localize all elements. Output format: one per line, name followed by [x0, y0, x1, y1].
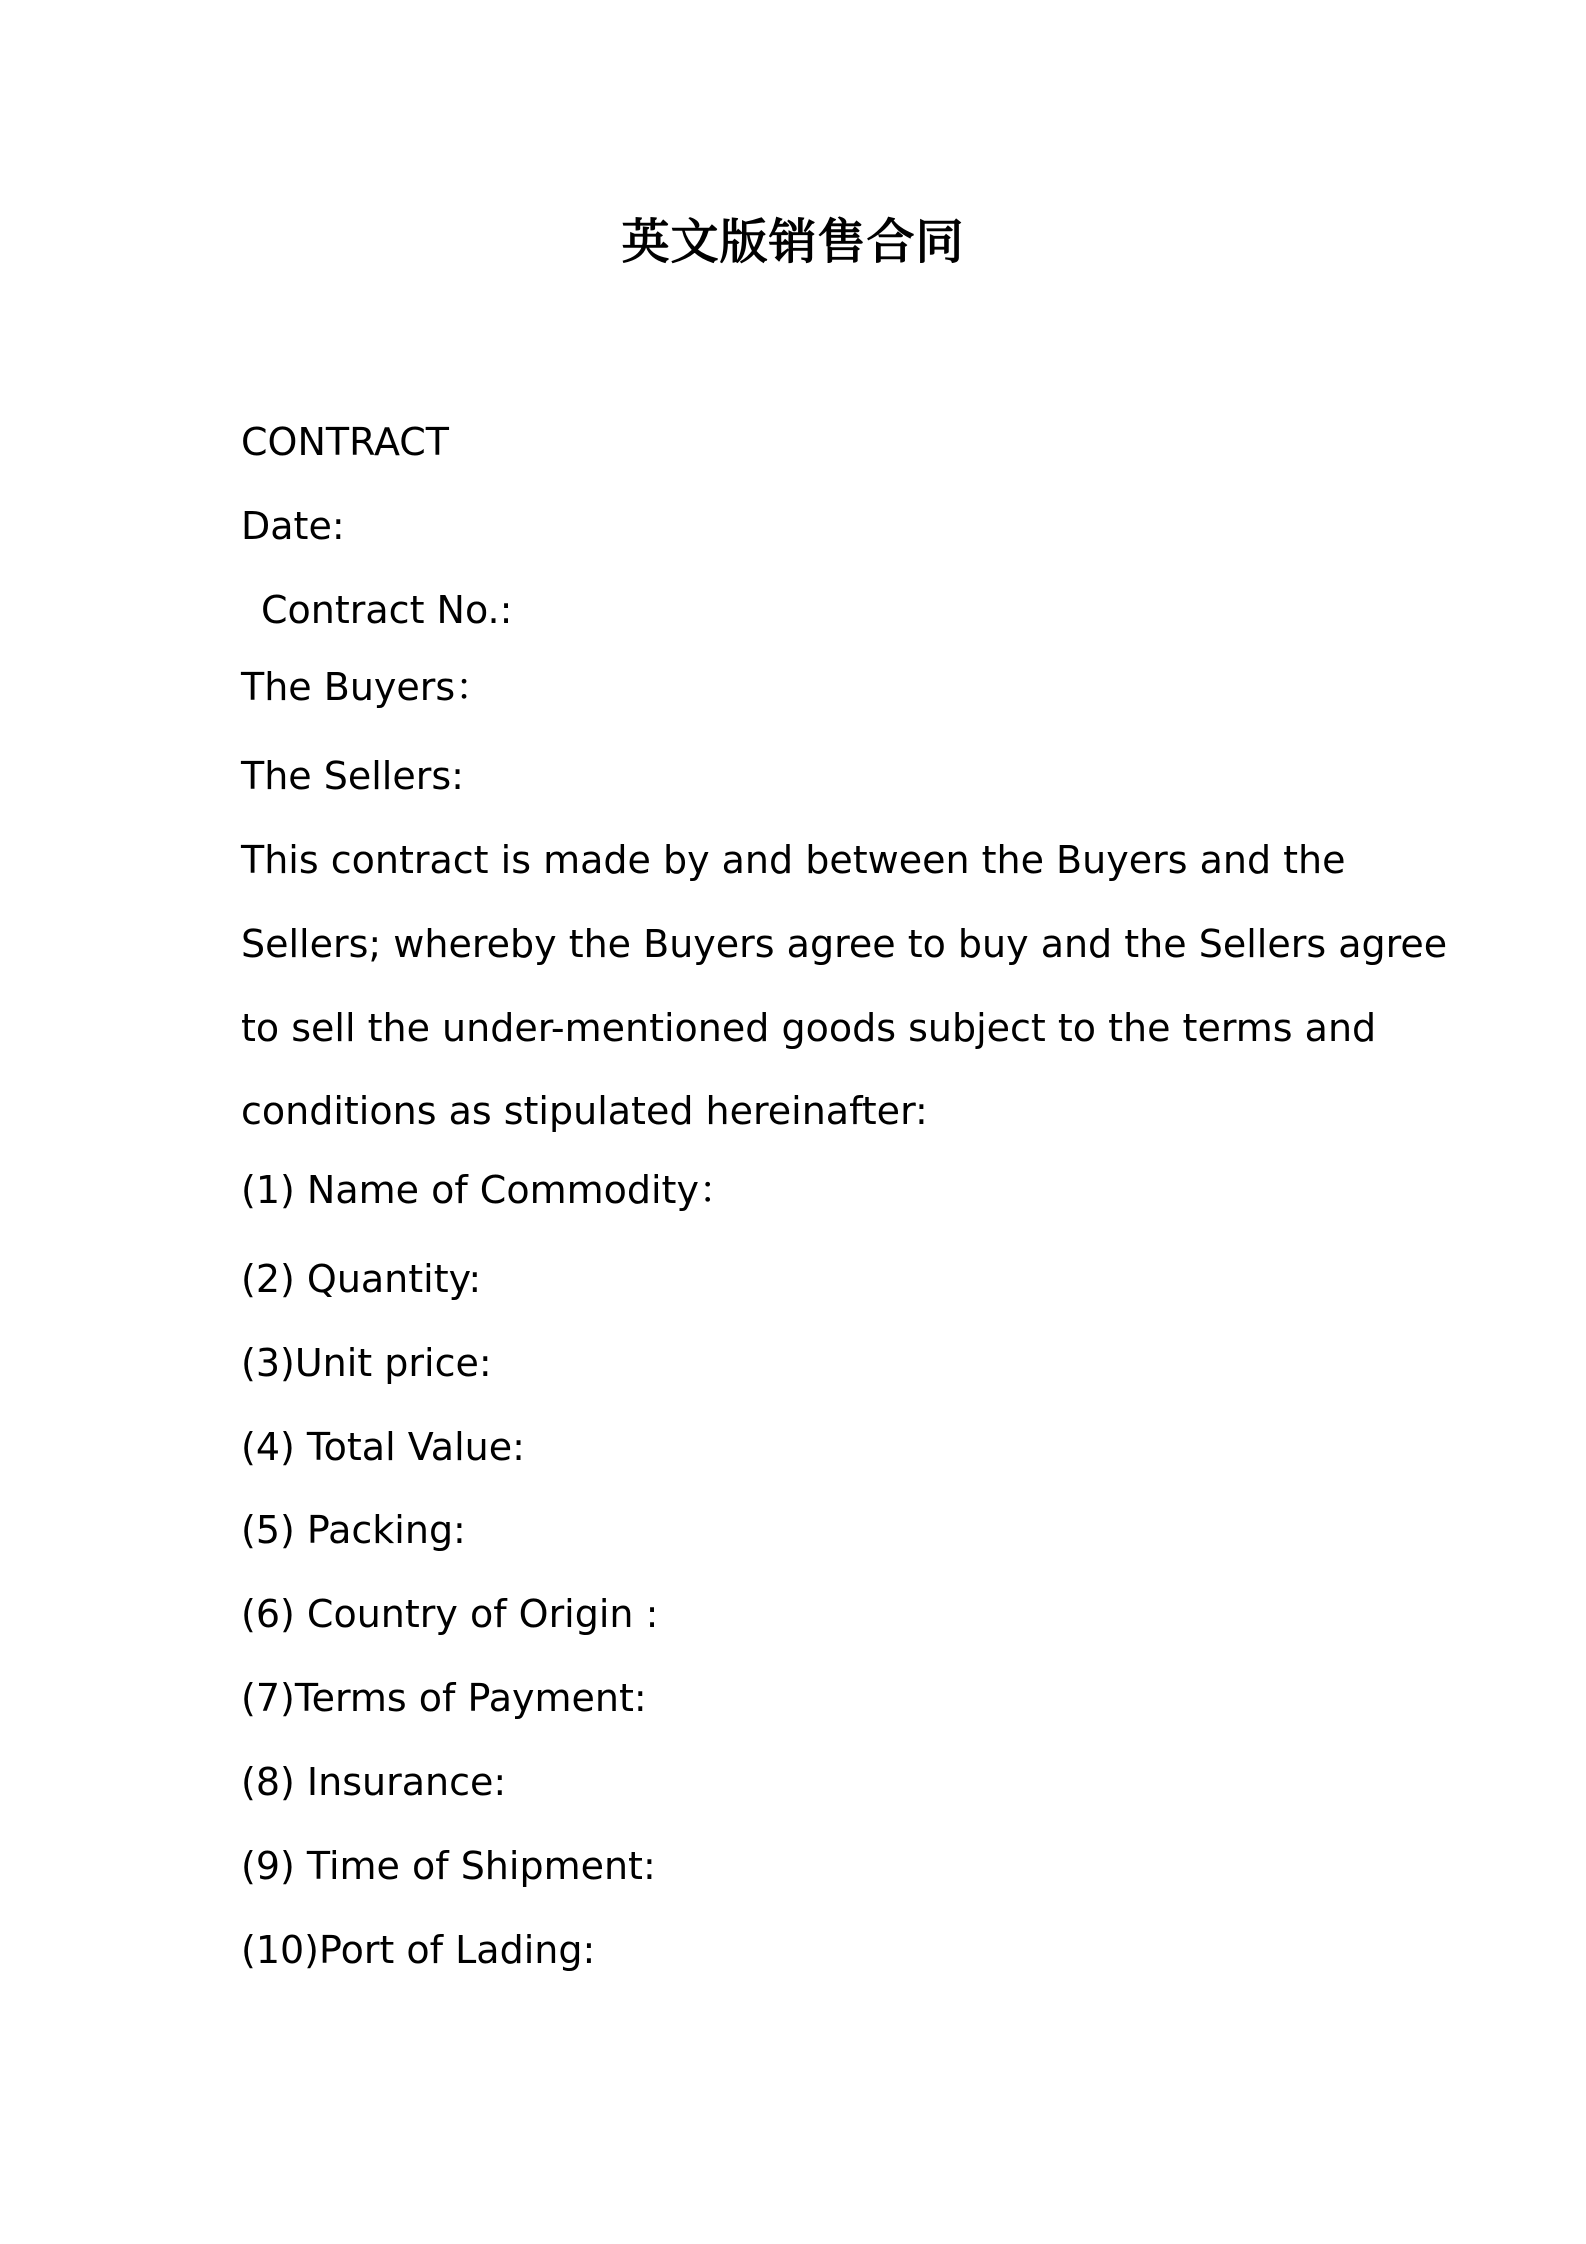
contract-heading: CONTRACT — [241, 420, 450, 464]
clause-item: (7)Terms of Payment: — [241, 1676, 647, 1720]
clause-item: (10)Port of Lading: — [241, 1928, 596, 1972]
contract-no-label: Contract No.: — [261, 588, 513, 632]
preamble-line: conditions as stipulated hereinafter: — [241, 1089, 928, 1133]
clause-item: (5) Packing: — [241, 1508, 466, 1552]
sellers-label: The Sellers: — [241, 754, 464, 798]
document-title: 英文版销售合同 — [621, 214, 965, 270]
clause-item: (3)Unit price: — [241, 1341, 492, 1385]
clause-item: (9) Time of Shipment: — [241, 1844, 656, 1888]
preamble-line: to sell the under-mentioned goods subject to the terms and — [241, 1006, 1377, 1050]
clause-item: (1) Name of Commodity： — [241, 1168, 737, 1212]
clause-item: (8) Insurance: — [241, 1760, 507, 1804]
preamble-line: Sellers; whereby the Buyers agree to buy and the Sellers agree — [241, 922, 1448, 966]
date-label: Date: — [241, 504, 345, 548]
clause-item: (6) Country of Origin : — [241, 1592, 659, 1636]
clause-item: (2) Quantity: — [241, 1257, 482, 1301]
clause-item: (4) Total Value: — [241, 1425, 525, 1469]
preamble-line: This contract is made by and between the Buyers and the — [241, 838, 1346, 882]
buyers-label: The Buyers： — [241, 665, 494, 709]
